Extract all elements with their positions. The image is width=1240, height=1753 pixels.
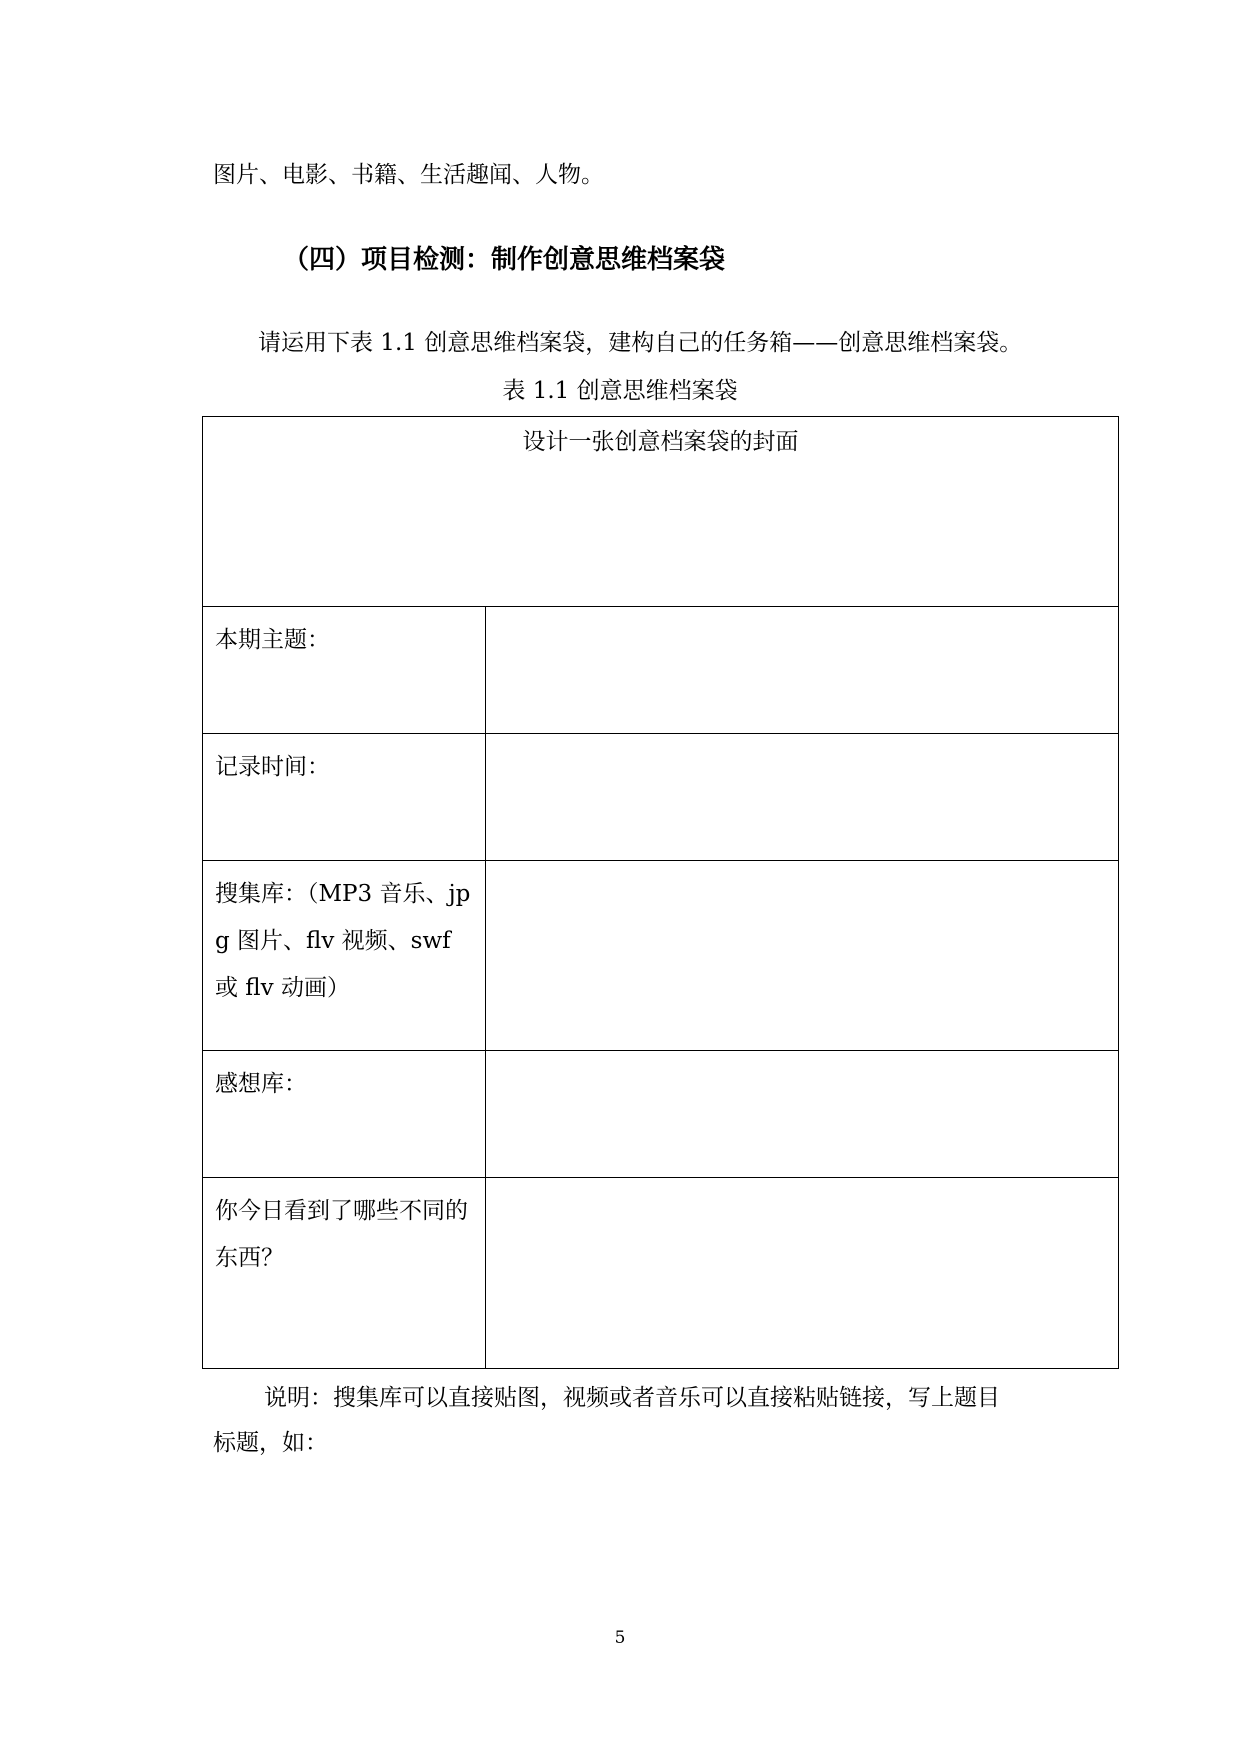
- record-time-label: 记录时间：: [215, 754, 330, 780]
- collection-input-cell[interactable]: [486, 861, 1119, 1051]
- collection-label: 搜集库：（MP3 音乐、jpg 图片、flv 视频、swf 或 flv 动画）: [215, 881, 471, 1001]
- different-things-label: 你今日看到了哪些不同的东西？: [215, 1198, 468, 1271]
- table-row: [203, 1051, 1119, 1178]
- different-things-input-cell[interactable]: [486, 1178, 1119, 1369]
- reflection-label-cell: [203, 1051, 486, 1178]
- table-row: [203, 607, 1119, 734]
- different-things-label-cell: [203, 1178, 486, 1369]
- table-row: [203, 734, 1119, 861]
- reflection-input-cell[interactable]: [486, 1051, 1119, 1178]
- table-header-row: [203, 417, 1119, 607]
- table-row: [203, 861, 1119, 1051]
- instruction-text: 请运用下表 1.1 创意思维档案袋，建构自己的任务箱——创意思维档案袋。: [258, 330, 1023, 356]
- note-text-line2: 标题，如：: [213, 1430, 328, 1456]
- section-heading: （四）项目检测：制作创意思维档案袋: [283, 245, 726, 275]
- note-text-line1: 说明：搜集库可以直接贴图，视频或者音乐可以直接粘贴链接，写上题目: [264, 1385, 1000, 1411]
- intro-text: 图片、电影、书籍、生活趣闻、人物。: [213, 162, 604, 188]
- collection-label-cell: [203, 861, 486, 1051]
- page-number: 5: [614, 1628, 626, 1648]
- record-time-input-cell[interactable]: [486, 734, 1119, 861]
- cover-design-label: 设计一张创意档案袋的封面: [522, 429, 799, 455]
- reflection-label: 感想库：: [215, 1071, 307, 1097]
- theme-label: 本期主题：: [215, 627, 330, 653]
- creative-portfolio-table: [202, 416, 1119, 1369]
- table-row: [203, 1178, 1119, 1369]
- theme-label-cell: [203, 607, 486, 734]
- table-caption: 表 1.1 创意思维档案袋: [502, 378, 738, 404]
- record-time-label-cell: [203, 734, 486, 861]
- theme-input-cell[interactable]: [486, 607, 1119, 734]
- cover-design-cell[interactable]: [203, 417, 1119, 607]
